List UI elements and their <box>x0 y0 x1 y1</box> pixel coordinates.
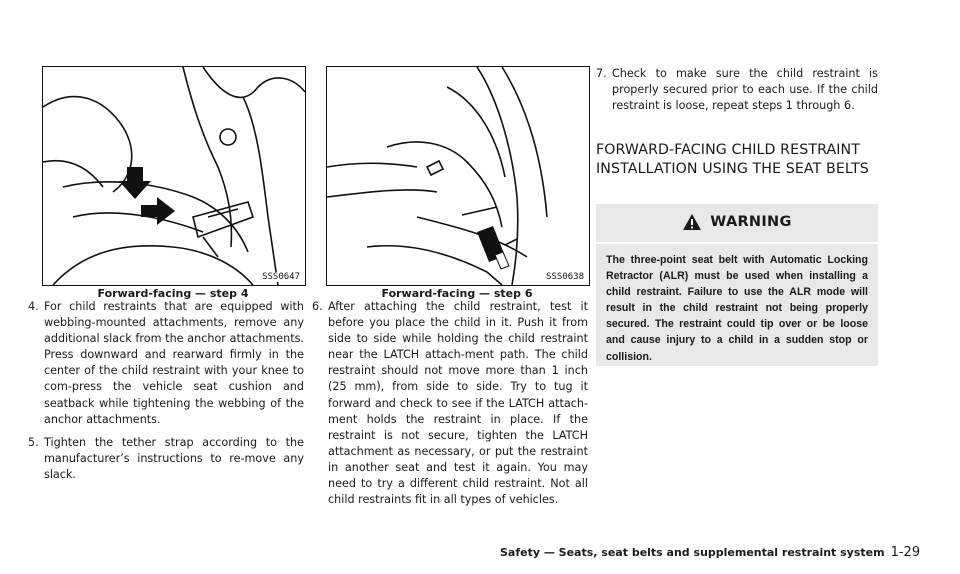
step-6 <box>312 299 588 508</box>
step-number: 4. <box>28 300 39 313</box>
step-text: After attaching the child restraint, test it before you place the child in it. Push it from side to side while holding the child restraint near the LATCH attach-ment path. The child restraint should not move more than 1 inch (25 mm), from side to side. Try to tug it forward and check to see if the LATCH attach-ment holds the restraint in place. If the restraint is not secure, tighten the LATCH attachment as necessary, or put the restraint in another seat and test it again. You may need to try a different child restraint. Not all child restraints fit in all types of vehicles. <box>328 300 588 507</box>
step-7 <box>596 66 878 114</box>
section-heading: FORWARD-FACING CHILD RESTRAINT INSTALLATION USING THE SEAT BELTS <box>596 142 869 177</box>
warning-box <box>596 204 878 366</box>
footer-text: Safety — Seats, seat belts and supplemental restraint system <box>500 546 885 559</box>
child-restraint-illustration-step-6 <box>327 67 589 285</box>
steps-column-2 <box>312 299 588 515</box>
warning-divider <box>596 242 878 244</box>
step-text: For child restraints that are equipped with webbing-mounted attachments, remove any additional slack from the anchor attachments. Press downward and rearward firmly in the center of the child restraint with your knee to com-press the vehicle seat cushion and seatback while tightening the webbing of the anchor attachments. <box>44 300 304 426</box>
warning-text: The three-point seat belt with Automatic Locking Retractor (ALR) must be used when installing a child restraint. Failure to use the ALR mode will result in the child restraint not being properly secured. The restraint could tip over or be loose and cause injury to a child in a sudden stop or collision. <box>606 254 868 363</box>
figure-step-6 <box>326 66 590 286</box>
step-5 <box>28 435 304 483</box>
step-4 <box>28 299 304 428</box>
page-number: 1-29 <box>890 545 921 560</box>
warning-label: WARNING <box>710 214 792 230</box>
step-number: 7. <box>596 67 607 80</box>
figure-code: SSS0638 <box>546 272 584 282</box>
figure-caption: Forward-facing — step 6 <box>381 287 533 300</box>
step-text: Check to make sure the child restraint is properly secured prior to each use. If the child restraint is loose, repeat steps 1 through 6. <box>612 67 878 113</box>
warning-triangle-icon <box>682 213 702 231</box>
page-footer <box>500 545 921 560</box>
step-number: 6. <box>312 300 323 313</box>
figure-caption: Forward-facing — step 4 <box>97 287 249 300</box>
figure-code: SSS0647 <box>262 272 300 282</box>
warning-header <box>596 204 878 240</box>
step-text: Tighten the tether strap according to the manufacturer’s instructions to re-move any slack. <box>44 435 304 481</box>
child-restraint-illustration-step-4 <box>43 67 305 285</box>
step-number: 5. <box>28 435 39 449</box>
figure-step-4 <box>42 66 306 286</box>
steps-column-3 <box>596 66 878 121</box>
steps-column-1 <box>28 299 304 490</box>
